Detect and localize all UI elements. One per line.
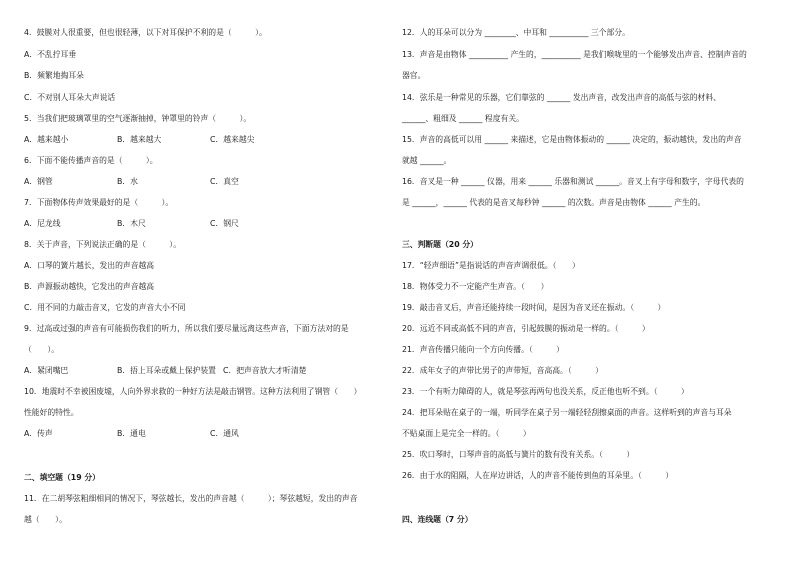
question-5-option-b: B．越来越大 bbox=[117, 135, 162, 144]
question-4-option-a: A．不乱拧耳垂 bbox=[24, 50, 77, 59]
question-7-option-c: C．钢尺 bbox=[210, 219, 239, 228]
question-21: 21．声音传播只能向一个方向传播。（ ） bbox=[402, 345, 564, 354]
question-9-option-a: A．紧闭嘴巴 bbox=[24, 366, 69, 375]
question-4: 4．鼓膜对人很重要，但也很轻薄，以下对耳保护不利的是（ ）。 bbox=[24, 28, 267, 37]
question-10-line-2: 性能好的特性。 bbox=[24, 408, 79, 417]
question-8-option-c: C．用不同的力敲击音叉，它发的声音大小不同 bbox=[24, 303, 186, 312]
question-6-option-b: B．水 bbox=[117, 177, 138, 186]
question-8-option-a: A．口琴的簧片越长，发出的声音越高 bbox=[24, 261, 155, 270]
question-23: 23．一个有听力障碍的人，就是琴弦再两句也没关系，反正他也听不到。（ ） bbox=[402, 387, 689, 396]
section-2-heading: 二、填空题（19 分） bbox=[24, 473, 100, 482]
question-10-option-a: A．传声 bbox=[24, 429, 53, 438]
question-13-line-1: 13．声音是由物体 __________ 产生的，__________ 是我们喉咙里的一个能够发出声音、控制声音的 bbox=[402, 50, 747, 59]
question-6-option-c: C．真空 bbox=[210, 177, 239, 186]
question-4-option-b: B．频繁地掏耳朵 bbox=[24, 71, 84, 80]
question-6-option-a: A．钢管 bbox=[24, 177, 53, 186]
question-26: 26．由于水的阻隔，人在岸边讲话，人的声音不能传到鱼的耳朵里。（ ） bbox=[402, 471, 674, 480]
question-6: 6．下面不能传播声音的是（ ）。 bbox=[24, 156, 158, 165]
section-4-heading: 四、连线题（7 分） bbox=[402, 515, 473, 524]
question-9-line-2: （ ）。 bbox=[24, 345, 60, 354]
question-5: 5．当我们把玻璃罩里的空气逐渐抽掉，钟罩里的铃声（ ）。 bbox=[24, 114, 252, 123]
question-13-line-2: 器官。 bbox=[402, 71, 426, 80]
question-11-line-1: 11．在二胡琴弦粗细相同的情况下，琴弦越长，发出的声音越（ ）；琴弦越短，发出的声音 bbox=[24, 494, 358, 503]
question-16-line-1: 16．音叉是一种 ______ 仪器，用来 ______ 乐器和测试 ______。音叉上有字母和数字，字母代表的 bbox=[402, 177, 744, 186]
question-10-option-b: B．通电 bbox=[117, 429, 146, 438]
question-22: 22．成年女子的声带比男子的声带短，音高高。（ ） bbox=[402, 366, 603, 375]
question-9-option-c: C．把声音放大才听清楚 bbox=[223, 366, 307, 375]
question-9-option-b: B．捂上耳朵或戴上保护装置 bbox=[117, 366, 216, 375]
question-8: 8．关于声音，下列说法正确的是（ ）。 bbox=[24, 240, 181, 249]
question-9-line-1: 9．过高或过强的声音有可能损伤我们的听力，所以我们要尽量远离这些声音，下面方法对的是 bbox=[24, 324, 349, 333]
section-3-heading: 三、判断题（20 分） bbox=[402, 240, 478, 249]
question-14-line-2: ______、粗细及 ______ 程度有关。 bbox=[402, 114, 524, 123]
question-19: 19．敲击音叉后，声音还能持续一段时间，是因为音叉还在振动。（ ） bbox=[402, 303, 666, 312]
question-5-option-a: A．越来越小 bbox=[24, 135, 69, 144]
question-17: 17．“轻声细语”是指说话的声音声调很低。（ ） bbox=[402, 261, 580, 270]
question-7: 7．下面物体传声效果最好的是（ ）。 bbox=[24, 198, 174, 207]
question-25: 25．吹口琴时，口琴声音的高低与簧片的数有没有关系。（ ） bbox=[402, 450, 635, 459]
question-14-line-1: 14．弦乐是一种常见的乐器，它们靠弦的 ______ 发出声音，改发出声音的高低与弦的材料、 bbox=[402, 93, 721, 102]
question-10-line-1: 10．地震时不幸被困废墟，人向外界求救的一种好方法是敲击钢管。这种方法利用了钢管（ ） bbox=[24, 387, 362, 396]
question-16-line-2: 是 ______，______ 代表的是音叉每秒钟 ______ 的次数。声音是由物体 ______ 产生的。 bbox=[402, 198, 706, 207]
question-20: 20．远近不同或高低不同的声音，引起鼓膜的振动是一样的。（ ） bbox=[402, 324, 650, 333]
question-18: 18．物体受力不一定能产生声音。（ ） bbox=[402, 282, 549, 291]
question-24-line-1: 24．把耳朵贴在桌子的一端，听同学在桌子另一端轻轻刮擦桌面的声音。这样听到的声音与耳朵 bbox=[402, 408, 732, 417]
question-11-line-2: 越（ ）。 bbox=[24, 515, 67, 524]
question-7-option-a: A．尼龙线 bbox=[24, 219, 61, 228]
question-10-option-c: C．通风 bbox=[210, 429, 239, 438]
question-4-option-c: C．不对别人耳朵大声说话 bbox=[24, 93, 116, 102]
question-24-line-2: 不贴桌面上是完全一样的。（ ） bbox=[402, 429, 531, 438]
question-5-option-c: C．越来越尖 bbox=[210, 135, 255, 144]
question-12: 12．人的耳朵可以分为 ________、中耳和 __________ 三个部分。 bbox=[402, 28, 630, 37]
question-15-line-2: 就越 ______。 bbox=[402, 156, 452, 165]
question-7-option-b: B．木尺 bbox=[117, 219, 146, 228]
question-8-option-b: B．声源振动越快，它发出的声音越高 bbox=[24, 282, 155, 291]
question-15-line-1: 15．声音的高低可以用 ______ 来描述，它是由物体振动的 ______ 决定的，振动越快，发出的声音 bbox=[402, 135, 742, 144]
